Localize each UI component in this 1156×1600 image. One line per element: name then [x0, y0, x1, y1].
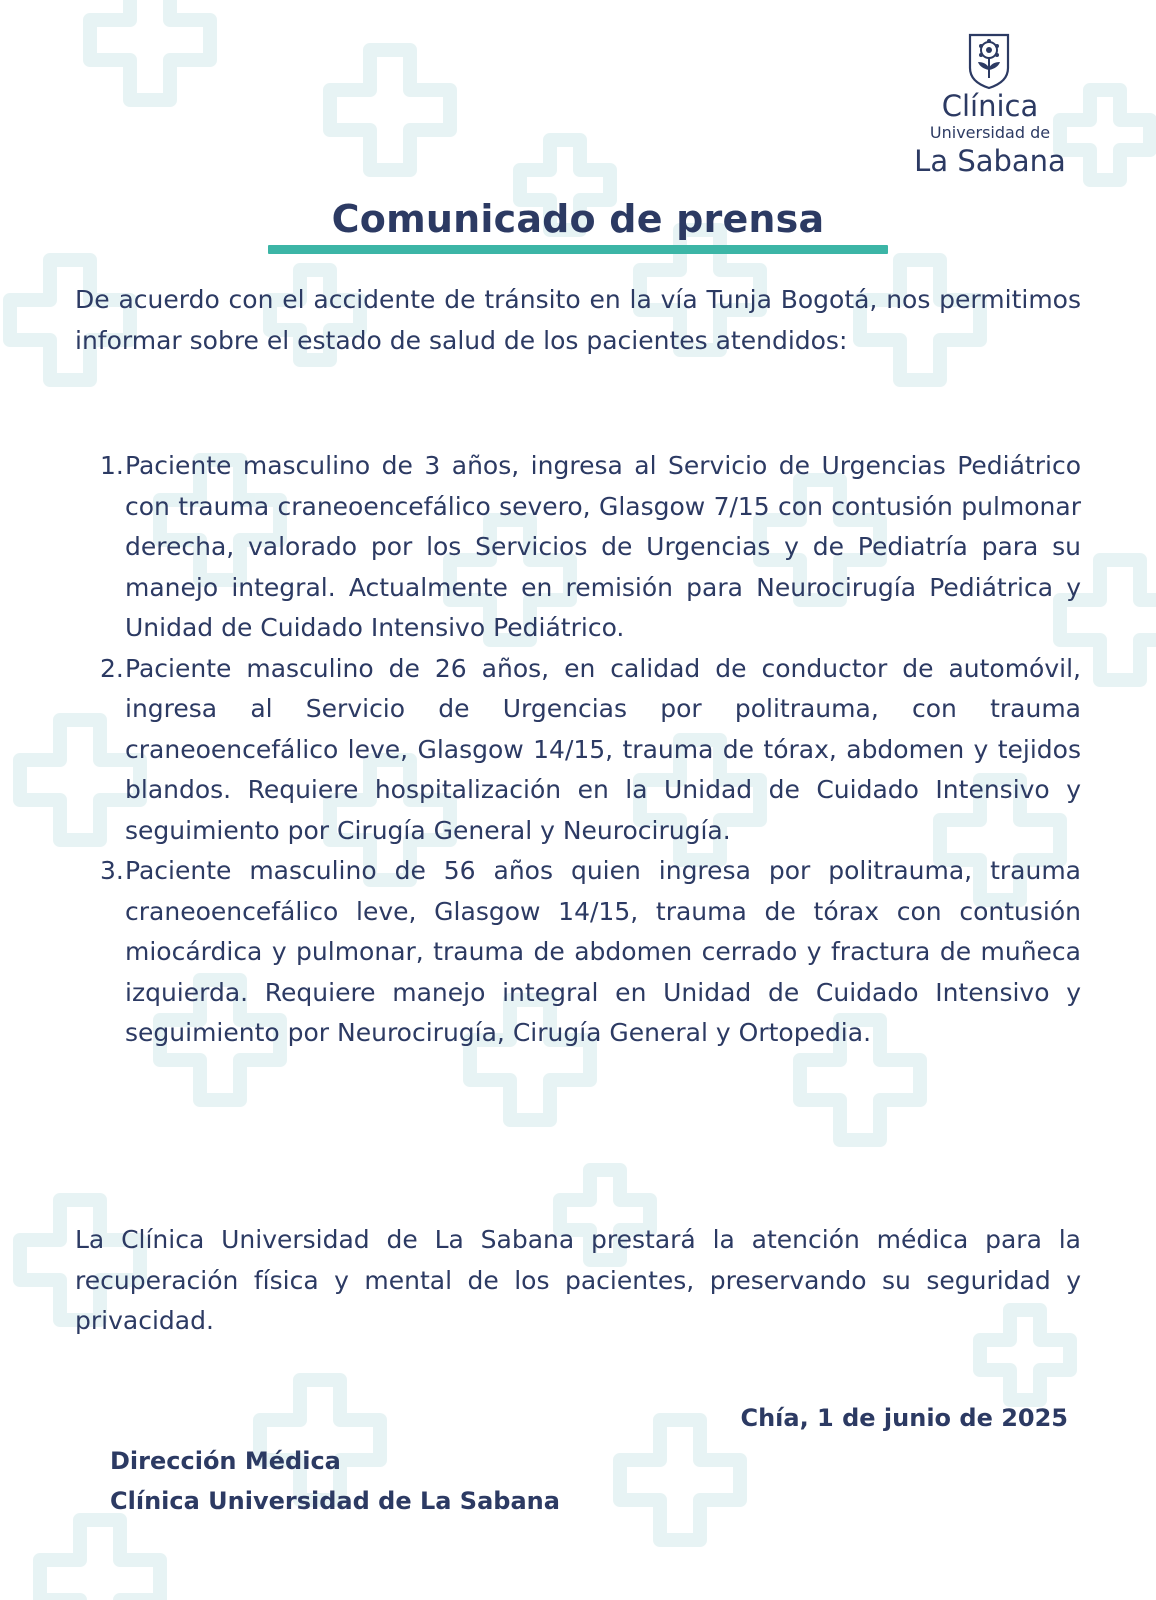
page-title: Comunicado de prensa	[331, 197, 825, 241]
flower-crest-icon	[966, 32, 1012, 90]
list-item	[75, 649, 1081, 852]
title-underline	[268, 245, 888, 254]
list-item-number: 3.	[100, 856, 124, 885]
list-item-number: 1.	[100, 451, 124, 480]
list-item	[75, 446, 1081, 649]
list-item-text: Paciente masculino de 3 años, ingresa al Servicio de Urgencias Pediátrico con trauma craneoencefálico severo, Glasgow 7/15 con contusión pulmonar derecha, valorado por los Servicios de Urgencias y de Pediatría para su manejo integral. Actualmente en remisión para Neurocirugía Pediátrica y Unidad de Cuidado Intensivo Pediátrico.	[125, 451, 1081, 642]
dateline: Chía, 1 de junio de 2025	[740, 1404, 1068, 1432]
logo-text-universidad: Universidad de	[929, 123, 1051, 142]
list-item-text: Paciente masculino de 56 años quien ingresa por politrauma, trauma craneoencefálico leve, Glasgow 14/15, trauma de tórax con contusión miocárdica y pulmonar, trauma de abdomen cerrado y fractura de muñeca izquierda. Requiere manejo integral en Unidad de Cuidado Intensivo y seguimiento por Neurocirugía, Cirugía General y Ortopedia.	[125, 856, 1081, 1047]
list-item-number: 2.	[100, 653, 124, 683]
logo-text-la-sabana: La Sabana	[914, 144, 1066, 178]
patient-list	[75, 446, 1081, 1054]
intro-paragraph: De acuerdo con el accidente de tránsito en la vía Tunja Bogotá, nos permitimos informar sobre el estado de salud de los pacientes atendidos:	[75, 285, 1081, 355]
closing-paragraph: La Clínica Universidad de La Sabana prestará la atención médica para la recuperación física y mental de los pacientes, preservando su seguridad y privacidad.	[75, 1225, 1081, 1335]
list-item-text: Paciente masculino de 26 años, en calidad de conductor de automóvil, ingresa al Servicio de Urgencias por politrauma, con trauma craneoencefálico leve, Glasgow 14/15, trauma de tórax, abdomen y tejidos blandos. Requiere hospitalización en la Unidad de Cuidado Intensivo y seguimiento por Cirugía General y Neurocirugía.	[125, 653, 1081, 845]
logo-text-clinica: Clínica	[941, 89, 1039, 123]
signature-institution: Clínica Universidad de La Sabana	[110, 1487, 560, 1515]
list-item	[75, 851, 1081, 1054]
clinic-logo	[900, 28, 1080, 188]
signature-department: Dirección Médica	[110, 1447, 341, 1475]
